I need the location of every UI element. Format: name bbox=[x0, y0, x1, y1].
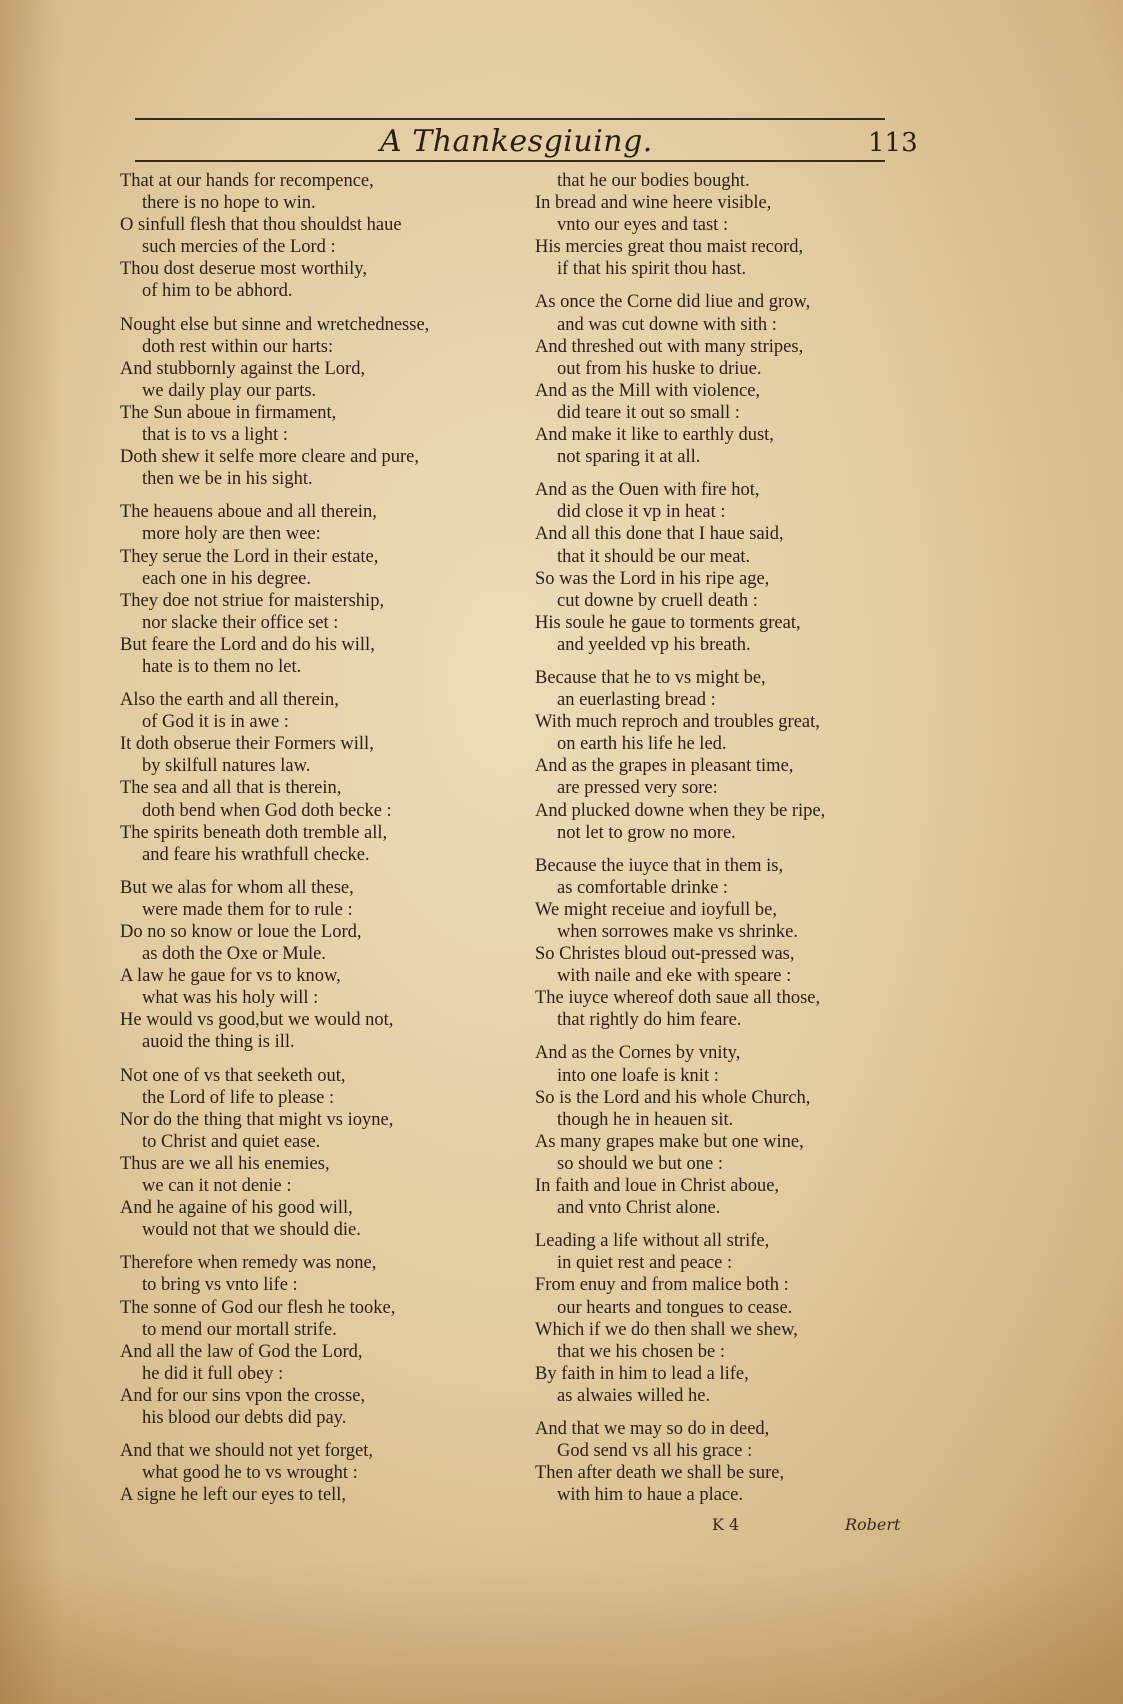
verse-line: did teare it out so small : bbox=[557, 402, 740, 423]
running-title: A Thankesgiuing. bbox=[380, 124, 653, 159]
stanza bbox=[120, 1065, 540, 1242]
verse-line: he did it full obey : bbox=[142, 1363, 284, 1384]
verse-line: O sinfull flesh that thou shouldst haue bbox=[120, 215, 402, 236]
verse-line: on earth his life he led. bbox=[557, 734, 727, 755]
verse-line: there is no hope to win. bbox=[142, 193, 316, 214]
verse-line: And he againe of his good will, bbox=[120, 1198, 353, 1219]
verse-line: And as the Cornes by vnity, bbox=[535, 1043, 741, 1064]
verse-line: So was the Lord in his ripe age, bbox=[535, 568, 770, 589]
verse-line: doth bend when God doth becke : bbox=[142, 800, 392, 821]
verse-line: when sorrowes make vs shrinke. bbox=[557, 922, 798, 942]
verse-line: to bring vs vnto life : bbox=[142, 1275, 298, 1296]
verse-line: As many grapes make but one wine, bbox=[535, 1131, 804, 1152]
verse-line: with him to haue a place. bbox=[557, 1485, 743, 1506]
stanza bbox=[535, 479, 955, 656]
verse-line: were made them for to rule : bbox=[142, 899, 353, 920]
verse-line: that it should be our meat. bbox=[557, 546, 751, 567]
verse-line: doth rest within our harts: bbox=[142, 336, 334, 357]
verse-line: And all this done that I haue said, bbox=[535, 524, 784, 545]
stanza bbox=[535, 667, 955, 844]
verse-line: They serue the Lord in their estate, bbox=[120, 546, 379, 567]
verse-line: Nor do the thing that might vs ioyne, bbox=[120, 1109, 394, 1130]
verse-line: In faith and loue in Christ aboue, bbox=[535, 1176, 780, 1197]
page-edge-stain bbox=[0, 0, 60, 1704]
verse-line: we daily play our parts. bbox=[142, 380, 317, 401]
verse-line: vnto our eyes and tast : bbox=[557, 215, 729, 236]
verse-line: And as the Mill with violence, bbox=[535, 380, 761, 401]
verse-line: his blood our debts did pay. bbox=[142, 1407, 347, 1428]
stanza bbox=[535, 291, 955, 468]
verse-line: And that we should not yet forget, bbox=[120, 1441, 373, 1462]
verse-line: They doe not striue for maistership, bbox=[120, 590, 385, 611]
verse-line: We might receiue and ioyfull be, bbox=[535, 899, 778, 920]
verse-line: The spirits beneath doth tremble all, bbox=[120, 822, 388, 843]
stanza bbox=[120, 501, 540, 678]
verse-line: that is to vs a light : bbox=[142, 425, 288, 446]
signature-mark: K 4 bbox=[712, 1515, 740, 1534]
verse-line: The sea and all that is therein, bbox=[120, 778, 342, 799]
verse-line: His mercies great thou maist record, bbox=[535, 237, 804, 258]
verse-line: The iuyce whereof doth saue all those, bbox=[535, 988, 821, 1009]
verse-line: Which if we do then shall we shew, bbox=[535, 1319, 798, 1340]
verse-line: to Christ and quiet ease. bbox=[142, 1131, 321, 1152]
stanza bbox=[535, 1042, 955, 1219]
verse-line: into one loafe is knit : bbox=[557, 1065, 719, 1086]
verse-line: Nought else but sinne and wretchednesse, bbox=[120, 314, 430, 335]
verse-line: And for our sins vpon the crosse, bbox=[120, 1385, 366, 1406]
verse-line: of God it is in awe : bbox=[142, 712, 289, 733]
verse-line: With much reproch and troubles great, bbox=[535, 712, 820, 733]
verse-line: if that his spirit thou hast. bbox=[557, 259, 747, 280]
stanza bbox=[535, 170, 955, 280]
verse-line: Doth shew it selfe more cleare and pure, bbox=[120, 447, 419, 468]
verse-line: His soule he gaue to torments great, bbox=[535, 612, 801, 633]
verse-line: Not one of vs that seeketh out, bbox=[120, 1065, 346, 1086]
verse-line: and was cut downe with sith : bbox=[557, 314, 777, 335]
verse-line: As once the Corne did liue and grow, bbox=[535, 292, 811, 313]
verse-line: with naile and eke with speare : bbox=[557, 966, 792, 987]
verse-line: so should we but one : bbox=[557, 1153, 723, 1174]
stanza bbox=[120, 170, 540, 303]
verse-line: A signe he left our eyes to tell, bbox=[120, 1485, 347, 1506]
verse-line: that he our bodies bought. bbox=[557, 171, 750, 191]
verse-line: And stubbornly against the Lord, bbox=[120, 358, 366, 379]
verse-line: The heauens aboue and all therein, bbox=[120, 502, 377, 523]
catchword: Robert bbox=[845, 1515, 901, 1534]
verse-line: By faith in him to lead a life, bbox=[535, 1363, 749, 1384]
verse-line: So is the Lord and his whole Church, bbox=[535, 1087, 811, 1108]
verse-line: and vnto Christ alone. bbox=[557, 1198, 721, 1219]
verse-line: Leading a life without all strife, bbox=[535, 1231, 770, 1252]
verse-line: Because that he to vs might be, bbox=[535, 667, 766, 688]
verse-line: Therefore when remedy was none, bbox=[120, 1253, 377, 1274]
verse-line: And plucked downe when they be ripe, bbox=[535, 800, 826, 821]
verse-line: by skilfull natures law. bbox=[142, 756, 311, 777]
verse-line: and feare his wrathfull checke. bbox=[142, 844, 370, 865]
verse-line: It doth obserue their Formers will, bbox=[120, 734, 374, 755]
header-rule-top bbox=[135, 118, 885, 120]
verse-line: Because the iuyce that in them is, bbox=[535, 855, 784, 876]
verse-line: the Lord of life to please : bbox=[142, 1087, 335, 1108]
verse-line: that we his chosen be : bbox=[557, 1341, 725, 1362]
stanza bbox=[120, 1440, 540, 1506]
verse-line: And make it like to earthly dust, bbox=[535, 425, 774, 446]
stanza bbox=[120, 689, 540, 866]
verse-line: cut downe by cruell death : bbox=[557, 590, 758, 611]
verse-line: what was his holy will : bbox=[142, 988, 319, 1009]
verse-line: of him to be abhord. bbox=[142, 281, 293, 302]
verse-line: would not that we should die. bbox=[142, 1220, 361, 1241]
verse-line: as doth the Oxe or Mule. bbox=[142, 944, 326, 965]
verse-line: A law he gaue for vs to know, bbox=[120, 966, 341, 987]
verse-line: not let to grow no more. bbox=[557, 822, 736, 843]
verse-line: auoid the thing is ill. bbox=[142, 1032, 295, 1053]
verse-line: each one in his degree. bbox=[142, 568, 311, 589]
stanza bbox=[535, 1418, 955, 1506]
verse-line: though he in heauen sit. bbox=[557, 1109, 734, 1130]
stanza bbox=[535, 855, 955, 1032]
stanza bbox=[120, 314, 540, 491]
verse-line: But we alas for whom all these, bbox=[120, 877, 354, 898]
stanza bbox=[120, 1252, 540, 1429]
verse-line: From enuy and from malice both : bbox=[535, 1275, 789, 1296]
verse-line: such mercies of the Lord : bbox=[142, 237, 336, 258]
verse-line: And that we may so do in deed, bbox=[535, 1418, 770, 1439]
verse-line: Thus are we all his enemies, bbox=[120, 1153, 330, 1174]
verse-line: Also the earth and all therein, bbox=[120, 690, 339, 711]
verse-line: The sonne of God our flesh he tooke, bbox=[120, 1297, 396, 1318]
verse-line: are pressed very sore: bbox=[557, 778, 718, 799]
verse-line: nor slacke their office set : bbox=[142, 612, 339, 633]
verse-line: an euerlasting bread : bbox=[557, 690, 716, 711]
page-number: 113 bbox=[868, 128, 918, 158]
stanza bbox=[120, 877, 540, 1054]
verse-line: God send vs all his grace : bbox=[557, 1441, 753, 1462]
verse-line: out from his huske to driue. bbox=[557, 358, 762, 379]
verse-line: But feare the Lord and do his will, bbox=[120, 634, 375, 655]
verse-line: not sparing it at all. bbox=[557, 447, 701, 468]
verse-line: Then after death we shall be sure, bbox=[535, 1463, 785, 1484]
verse-line: So Christes bloud out-pressed was, bbox=[535, 944, 795, 965]
verse-line: then we be in his sight. bbox=[142, 469, 313, 490]
verse-line: And as the grapes in pleasant time, bbox=[535, 756, 794, 777]
stanza bbox=[535, 1230, 955, 1407]
left-text-column bbox=[120, 170, 540, 1517]
verse-line: to mend our mortall strife. bbox=[142, 1319, 337, 1340]
verse-line: did close it vp in heat : bbox=[557, 502, 726, 523]
verse-line: In bread and wine heere visible, bbox=[535, 193, 772, 214]
verse-line: The Sun aboue in firmament, bbox=[120, 402, 337, 423]
verse-line: as alwaies willed he. bbox=[557, 1385, 711, 1406]
verse-line: we can it not denie : bbox=[142, 1176, 292, 1197]
page-bottom-stain bbox=[0, 1560, 1123, 1704]
verse-line: in quiet rest and peace : bbox=[557, 1253, 733, 1274]
verse-line: and yeelded vp his breath. bbox=[557, 634, 751, 655]
header-rule-bottom bbox=[135, 160, 885, 162]
verse-line: more holy are then wee: bbox=[142, 524, 321, 545]
verse-line: That at our hands for recompence, bbox=[120, 171, 374, 191]
verse-line: And as the Ouen with fire hot, bbox=[535, 480, 760, 501]
verse-line: And all the law of God the Lord, bbox=[120, 1341, 363, 1362]
verse-line: Thou dost deserue most worthily, bbox=[120, 259, 367, 280]
verse-line: He would vs good,but we would not, bbox=[120, 1010, 394, 1031]
verse-line: hate is to them no let. bbox=[142, 656, 302, 677]
verse-line: as comfortable drinke : bbox=[557, 877, 729, 898]
verse-line: Do no so know or loue the Lord, bbox=[120, 922, 362, 942]
verse-line: that rightly do him feare. bbox=[557, 1010, 742, 1031]
verse-line: our hearts and tongues to cease. bbox=[557, 1297, 793, 1318]
verse-line: And threshed out with many stripes, bbox=[535, 336, 804, 357]
right-text-column bbox=[535, 170, 955, 1517]
verse-line: what good he to vs wrought : bbox=[142, 1463, 358, 1484]
